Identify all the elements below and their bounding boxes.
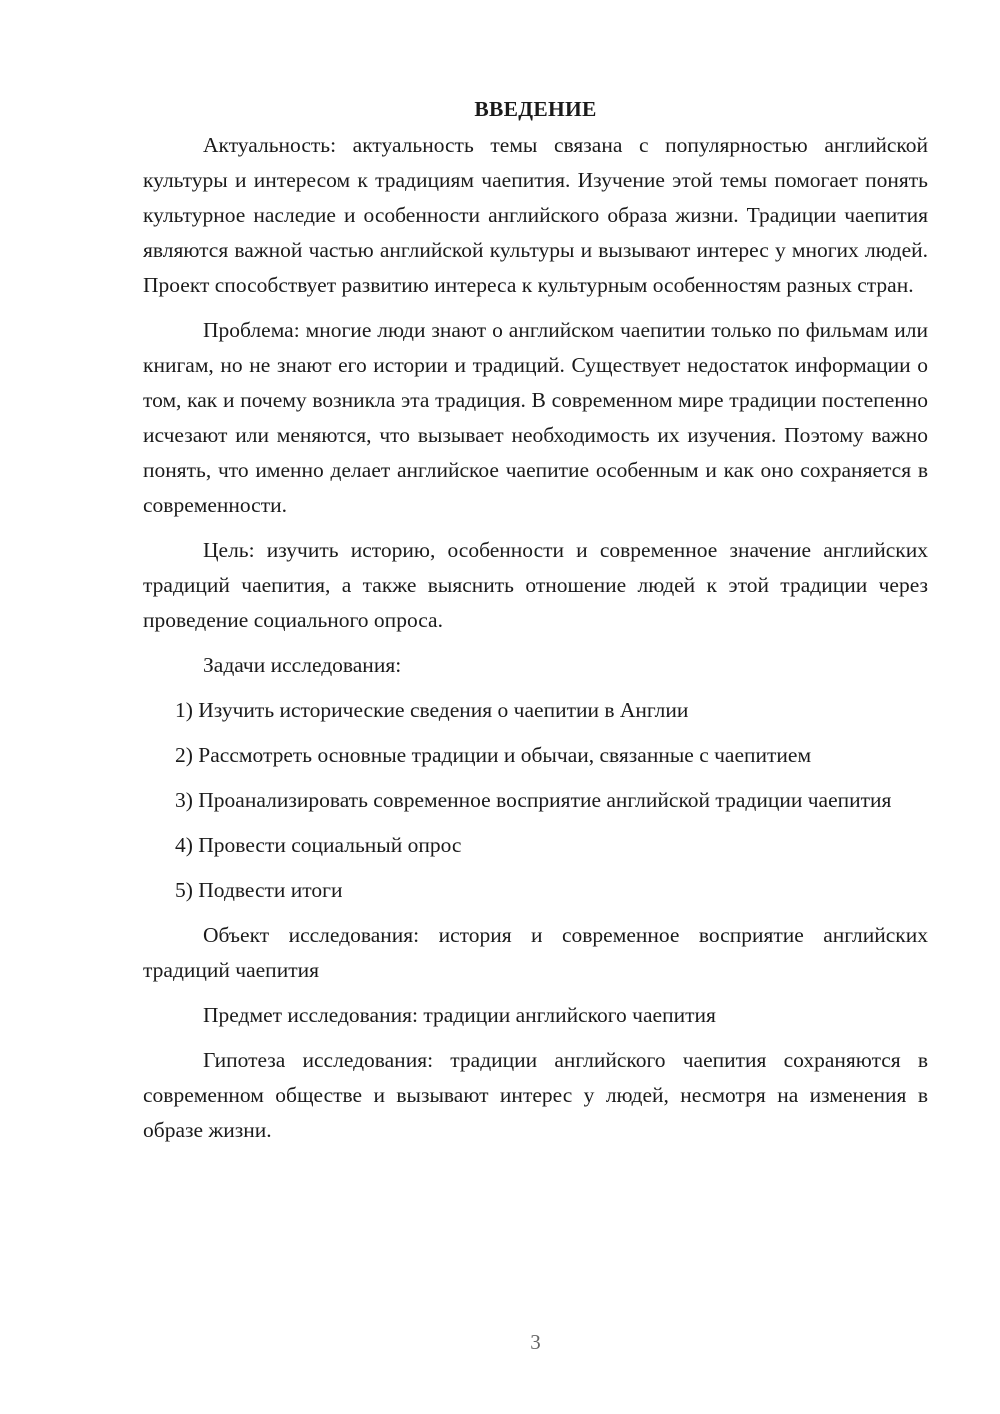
page-number: 3 [530,1330,541,1354]
document-title: ВВЕДЕНИЕ [474,97,597,121]
document-page [143,92,928,1158]
hypothesis-paragraph: Гипотеза исследования: традиции английского чаепития сохраняются в современном обществе и вызывают интерес у людей, несмотря на изменения в образе жизни. [143,1048,928,1142]
problem-paragraph: Проблема: многие люди знают о английском чаепитии только по фильмам или книгам, но не знают его истории и традиций. Существует недостаток информации о том, как и почему возникла эта традиция. В современном мире традиции постепенно исчезают или меняются, что вызывает необходимость их изучения. Поэтому важно понять, что именно делает английское чаепитие особенным и как оно сохраняется в современности. [143,318,928,517]
task-item: 5) Подвести итоги [175,878,343,902]
goal-paragraph: Цель: изучить историю, особенности и современное значение английских традиций чаепития, а также выяснить отношение людей к этой традиции через проведение социального опроса. [143,538,928,632]
task-item: 4) Провести социальный опрос [175,833,462,857]
task-item: 2) Рассмотреть основные традиции и обычаи, связанные с чаепитием [175,743,812,767]
relevance-paragraph: Актуальность: актуальность темы связана с популярностью английской культуры и интересом к традициям чаепития. Изучение этой темы помогает понять культурное наследие и особенности английского образа жизни. Традиции чаепития являются важной частью английской культуры и вызывают интерес у многих людей. Проект способствует развитию интереса к культурным особенностям разных стран. [143,133,928,297]
task-item: 1) Изучить исторические сведения о чаепитии в Англии [175,698,689,722]
tasks-heading: Задачи исследования: [203,653,402,677]
subject-paragraph: Предмет исследования: традиции английского чаепития [203,1003,716,1027]
object-paragraph: Объект исследования: история и современное восприятие английских традиций чаепития [143,923,928,982]
task-item: 3) Проанализировать современное восприятие английской традиции чаепития [175,788,892,812]
